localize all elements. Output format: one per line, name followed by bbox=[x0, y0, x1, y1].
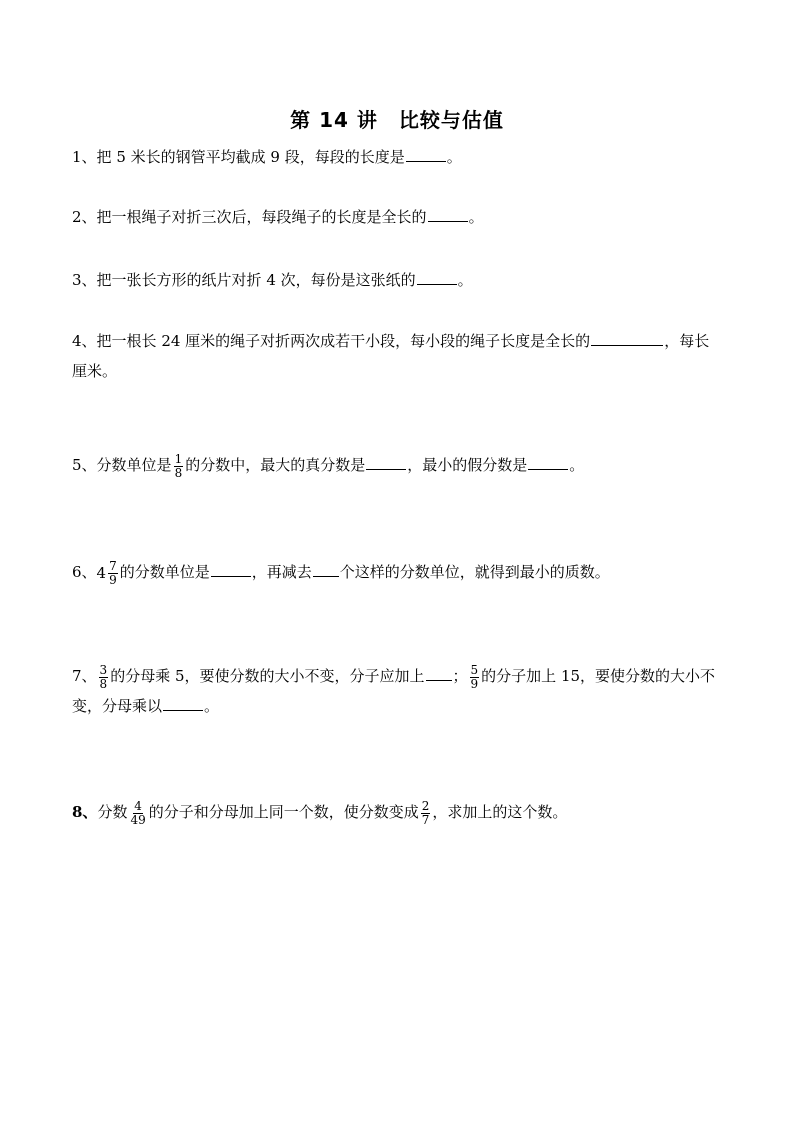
question-text-line2: 厘米。 bbox=[72, 362, 118, 380]
question-8 bbox=[72, 797, 732, 827]
question-number: 1、 bbox=[72, 148, 97, 166]
question-6 bbox=[72, 557, 732, 588]
answer-blank[interactable] bbox=[313, 558, 339, 577]
answer-blank[interactable] bbox=[366, 451, 406, 470]
fraction-denominator: 9 bbox=[470, 676, 479, 691]
question-text: 分数 bbox=[97, 803, 128, 821]
question-number: 2、 bbox=[72, 208, 97, 226]
question-text: 个这样的分数单位，就得到最小的质数。 bbox=[339, 563, 610, 581]
fraction-numerator: 3 bbox=[99, 662, 108, 677]
question-1 bbox=[72, 142, 732, 172]
fraction-denominator: 49 bbox=[130, 812, 146, 827]
question-number: 4、 bbox=[72, 332, 97, 350]
answer-blank[interactable] bbox=[417, 266, 457, 285]
fraction-numerator: 7 bbox=[109, 558, 117, 573]
fraction-denominator: 9 bbox=[109, 572, 117, 587]
fraction bbox=[470, 664, 480, 691]
question-text: 的分子和分母加上同一个数，使分数变成 bbox=[148, 803, 419, 821]
question-number: 5、 bbox=[72, 456, 97, 474]
question-number: 6、 bbox=[72, 563, 97, 581]
answer-blank[interactable] bbox=[426, 662, 452, 681]
question-5 bbox=[72, 450, 732, 480]
answer-blank[interactable] bbox=[163, 692, 203, 711]
question-2 bbox=[72, 202, 732, 232]
question-text-line2 bbox=[72, 691, 732, 721]
answer-blank[interactable] bbox=[591, 327, 663, 346]
answer-blank[interactable] bbox=[211, 558, 251, 577]
question-text: 。 bbox=[446, 148, 462, 166]
question-text: 把一张长方形的纸片对折 4 次，每份是这张纸的 bbox=[96, 271, 416, 289]
question-text: ，求加上的这个数。 bbox=[432, 803, 568, 821]
page-title: 第 14 讲 比较与估值 bbox=[290, 108, 504, 132]
fraction bbox=[99, 664, 109, 691]
question-text: ，最小的假分数是 bbox=[407, 456, 528, 474]
fraction-numerator: 4 bbox=[134, 798, 142, 813]
question-text: 把一根绳子对折三次后，每段绳子的长度是全长的 bbox=[96, 208, 427, 226]
fraction bbox=[108, 560, 118, 587]
answer-blank[interactable] bbox=[528, 451, 568, 470]
fraction-numerator: 5 bbox=[470, 662, 479, 677]
question-text: 把一根长 24 厘米的绳子对折两次成若干小段，每小段的绳子长度是全长的 bbox=[96, 332, 591, 350]
question-4 bbox=[72, 326, 732, 386]
answer-blank[interactable] bbox=[428, 203, 468, 222]
fraction-numerator: 1 bbox=[174, 451, 183, 466]
fraction-denominator: 8 bbox=[99, 676, 108, 691]
question-text: 。 bbox=[204, 697, 220, 715]
question-text: 。 bbox=[457, 271, 473, 289]
question-text: 把 5 米长的钢管平均截成 9 段，每段的长度是 bbox=[96, 148, 405, 166]
question-text: 的分数单位是 bbox=[119, 563, 210, 581]
question-number: 3、 bbox=[72, 271, 97, 289]
question-text: ，再减去 bbox=[251, 563, 312, 581]
fraction bbox=[129, 800, 146, 827]
mixed-number-whole: 4 bbox=[96, 564, 107, 582]
question-number: 7、 bbox=[72, 667, 97, 685]
question-text: 。 bbox=[468, 208, 484, 226]
question-text: 的分子加上 15，要使分数的大小不 bbox=[481, 667, 716, 685]
question-number: 8、 bbox=[72, 803, 98, 821]
question-text: 变，分母乘以 bbox=[72, 697, 163, 715]
question-3 bbox=[72, 265, 732, 295]
fraction bbox=[421, 800, 431, 827]
question-text: 的分数中，最大的真分数是 bbox=[185, 456, 366, 474]
fraction-denominator: 8 bbox=[174, 465, 183, 480]
answer-blank[interactable] bbox=[406, 143, 446, 162]
fraction-denominator: 7 bbox=[421, 812, 430, 827]
question-text: 。 bbox=[569, 456, 585, 474]
fraction bbox=[174, 453, 184, 480]
fraction-numerator: 2 bbox=[421, 798, 430, 813]
question-7 bbox=[72, 661, 732, 721]
question-text: ； bbox=[452, 667, 468, 685]
question-text: ，每长 bbox=[664, 332, 710, 350]
question-text: 分数单位是 bbox=[96, 456, 172, 474]
question-text: 的分母乘 5，要使分数的大小不变，分子应加上 bbox=[110, 667, 425, 685]
